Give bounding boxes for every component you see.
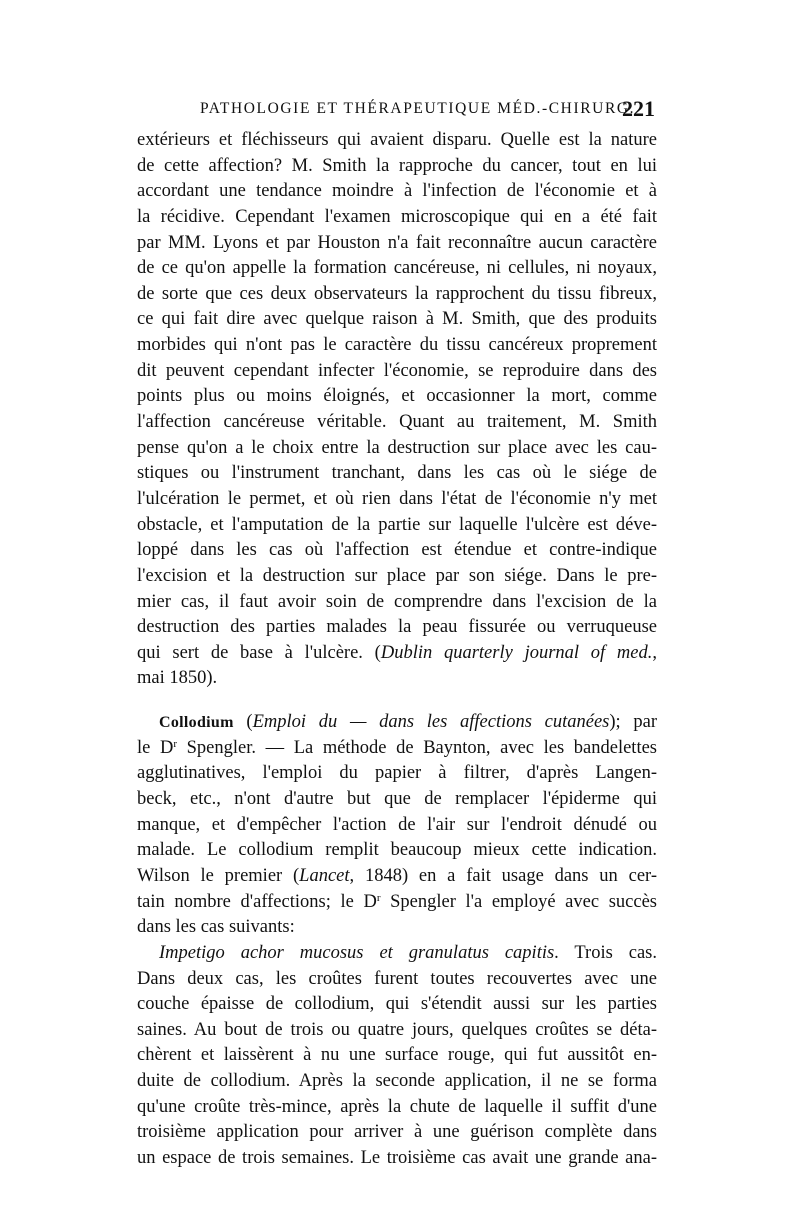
text-line: accordant une tendance moindre à l'infection de l'économie et à xyxy=(137,181,657,202)
text-line: morbides qui n'ont pas le caractère du tissu cancéreux proprement xyxy=(137,335,657,356)
text-fragment: tain nombre d'affections; le D xyxy=(137,891,377,912)
text-line xyxy=(137,736,657,762)
text-line: beck, etc., n'ont d'autre but que de remplacer l'épiderme qui xyxy=(137,789,657,810)
text-line: mier cas, il faut avoir soin de comprendre dans l'excision de la xyxy=(137,591,657,612)
text-line: chèrent et laissèrent à nu une surface rouge, qui fut aussitôt en- xyxy=(137,1045,657,1066)
text-line xyxy=(137,864,657,890)
text-line xyxy=(137,890,657,916)
section-heading-line xyxy=(137,710,657,736)
text-line: l'ulcération le permet, et où rien dans l'état de l'économie n'y met xyxy=(137,488,657,509)
journal-citation: Dublin quarterly journal of med. xyxy=(380,642,653,663)
text-line: l'affection cancéreuse véritable. Quant au traitement, M. Smith xyxy=(137,412,657,433)
text-line: stiques ou l'instrument tranchant, dans les cas où le siége de xyxy=(137,463,657,484)
case-title: Impetigo achor mucosus et granulatus capitis xyxy=(159,942,555,963)
text-line: obstacle, et l'amputation de la partie sur laquelle l'ulcère est déve- xyxy=(137,514,657,535)
running-head xyxy=(137,96,655,124)
text-line: par MM. Lyons et par Houston n'a fait reconnaître aucun caractère xyxy=(137,232,657,253)
text-line: couche épaisse de collodium, qui s'étendit aussi sur les parties xyxy=(137,994,657,1015)
text-line: de sorte que ces deux observateurs la rapprochent du tissu fibreux, xyxy=(137,283,657,304)
text-line: destruction des parties malades la peau fissurée ou verruqueuse xyxy=(137,617,657,638)
text-fragment: , 1848) en a fait usage dans un cer- xyxy=(349,865,657,886)
heading-open: ( xyxy=(233,712,253,733)
text-line: ce qui fait dire avec quelque raison à M. Smith, que des produits xyxy=(137,309,657,330)
text-fragment: Wilson le premier ( xyxy=(137,865,300,886)
text-line: points plus ou moins éloignés, et occasionner la mort, comme xyxy=(137,386,657,407)
text-line: extérieurs et fléchisseurs qui avaient disparu. Quelle est la nature xyxy=(137,130,657,150)
text-fragment: Spengler l'a employé avec succès xyxy=(380,891,657,912)
section-subtitle: Emploi du — dans les affections cutanées xyxy=(252,712,610,733)
text-line: agglutinatives, l'emploi du papier à filtrer, d'après Langen- xyxy=(137,763,657,784)
text-line: de cette affection? M. Smith la rapproche du cancer, tout en lui xyxy=(137,155,657,176)
text-line: loppé dans les cas où l'affection est étendue et contre-indique xyxy=(137,540,657,561)
text-line: saines. Au bout de trois ou quatre jours, quelques croûtes se déta- xyxy=(137,1019,657,1040)
page-number: 221 xyxy=(622,96,655,121)
text-line: troisième application pour arriver à une guérison complète dans xyxy=(137,1122,657,1143)
text-line: pense qu'on a le choix entre la destruction sur place avec les cau- xyxy=(137,437,657,458)
text-fragment: Spengler. — La méthode de Baynton, avec les bandelettes xyxy=(177,737,657,758)
superscript: r xyxy=(376,891,381,904)
heading-close: ); par xyxy=(609,712,657,733)
text-line-citation xyxy=(137,641,657,667)
text-line: de ce qu'on appelle la formation cancéreuse, ni cellules, ni noyaux, xyxy=(137,258,657,279)
paragraph-3 xyxy=(137,941,657,1172)
text-line: l'excision et la destruction sur place par son siége. Dans le pre- xyxy=(137,565,657,586)
section-heading: Collodium xyxy=(159,714,234,732)
text-line: un espace de trois semaines. Le troisième cas avait une grande ana- xyxy=(137,1147,657,1168)
case-count: . Trois cas. xyxy=(554,942,657,963)
paragraph-1 xyxy=(137,128,657,692)
text-line: Dans deux cas, les croûtes furent toutes recouvertes avec une xyxy=(137,968,657,989)
superscript: r xyxy=(173,737,177,750)
case-title-line xyxy=(137,941,657,967)
paragraph-2 xyxy=(137,710,657,941)
text-line: qu'une croûte très-mince, après la chute de laquelle il suffit d'une xyxy=(137,1096,657,1117)
text-line: la récidive. Cependant l'examen microscopique qui en a été fait xyxy=(137,206,657,227)
text-line: dit peuvent cependant infecter l'économie, se reproduire dans des xyxy=(137,360,657,381)
text-line: mai 1850). xyxy=(137,668,218,689)
text-fragment: le D xyxy=(137,737,174,758)
running-head-title: PATHOLOGIE ET THÉRAPEUTIQUE MÉD.-CHIRURG. xyxy=(200,100,636,117)
body-text xyxy=(137,128,657,1172)
journal-name: Lancet xyxy=(299,865,350,886)
text-line: dans les cas suivants: xyxy=(137,917,295,938)
citation-suffix: , xyxy=(652,642,657,663)
citation-prefix: qui sert de base à l'ulcère. ( xyxy=(137,642,381,663)
text-line: duite de collodium. Après la seconde application, il ne se forma xyxy=(137,1071,657,1092)
text-line: malade. Le collodium remplit beaucoup mieux cette indication. xyxy=(137,840,657,861)
text-line: manque, et d'empêcher l'action de l'air sur l'endroit dénudé ou xyxy=(137,814,657,835)
